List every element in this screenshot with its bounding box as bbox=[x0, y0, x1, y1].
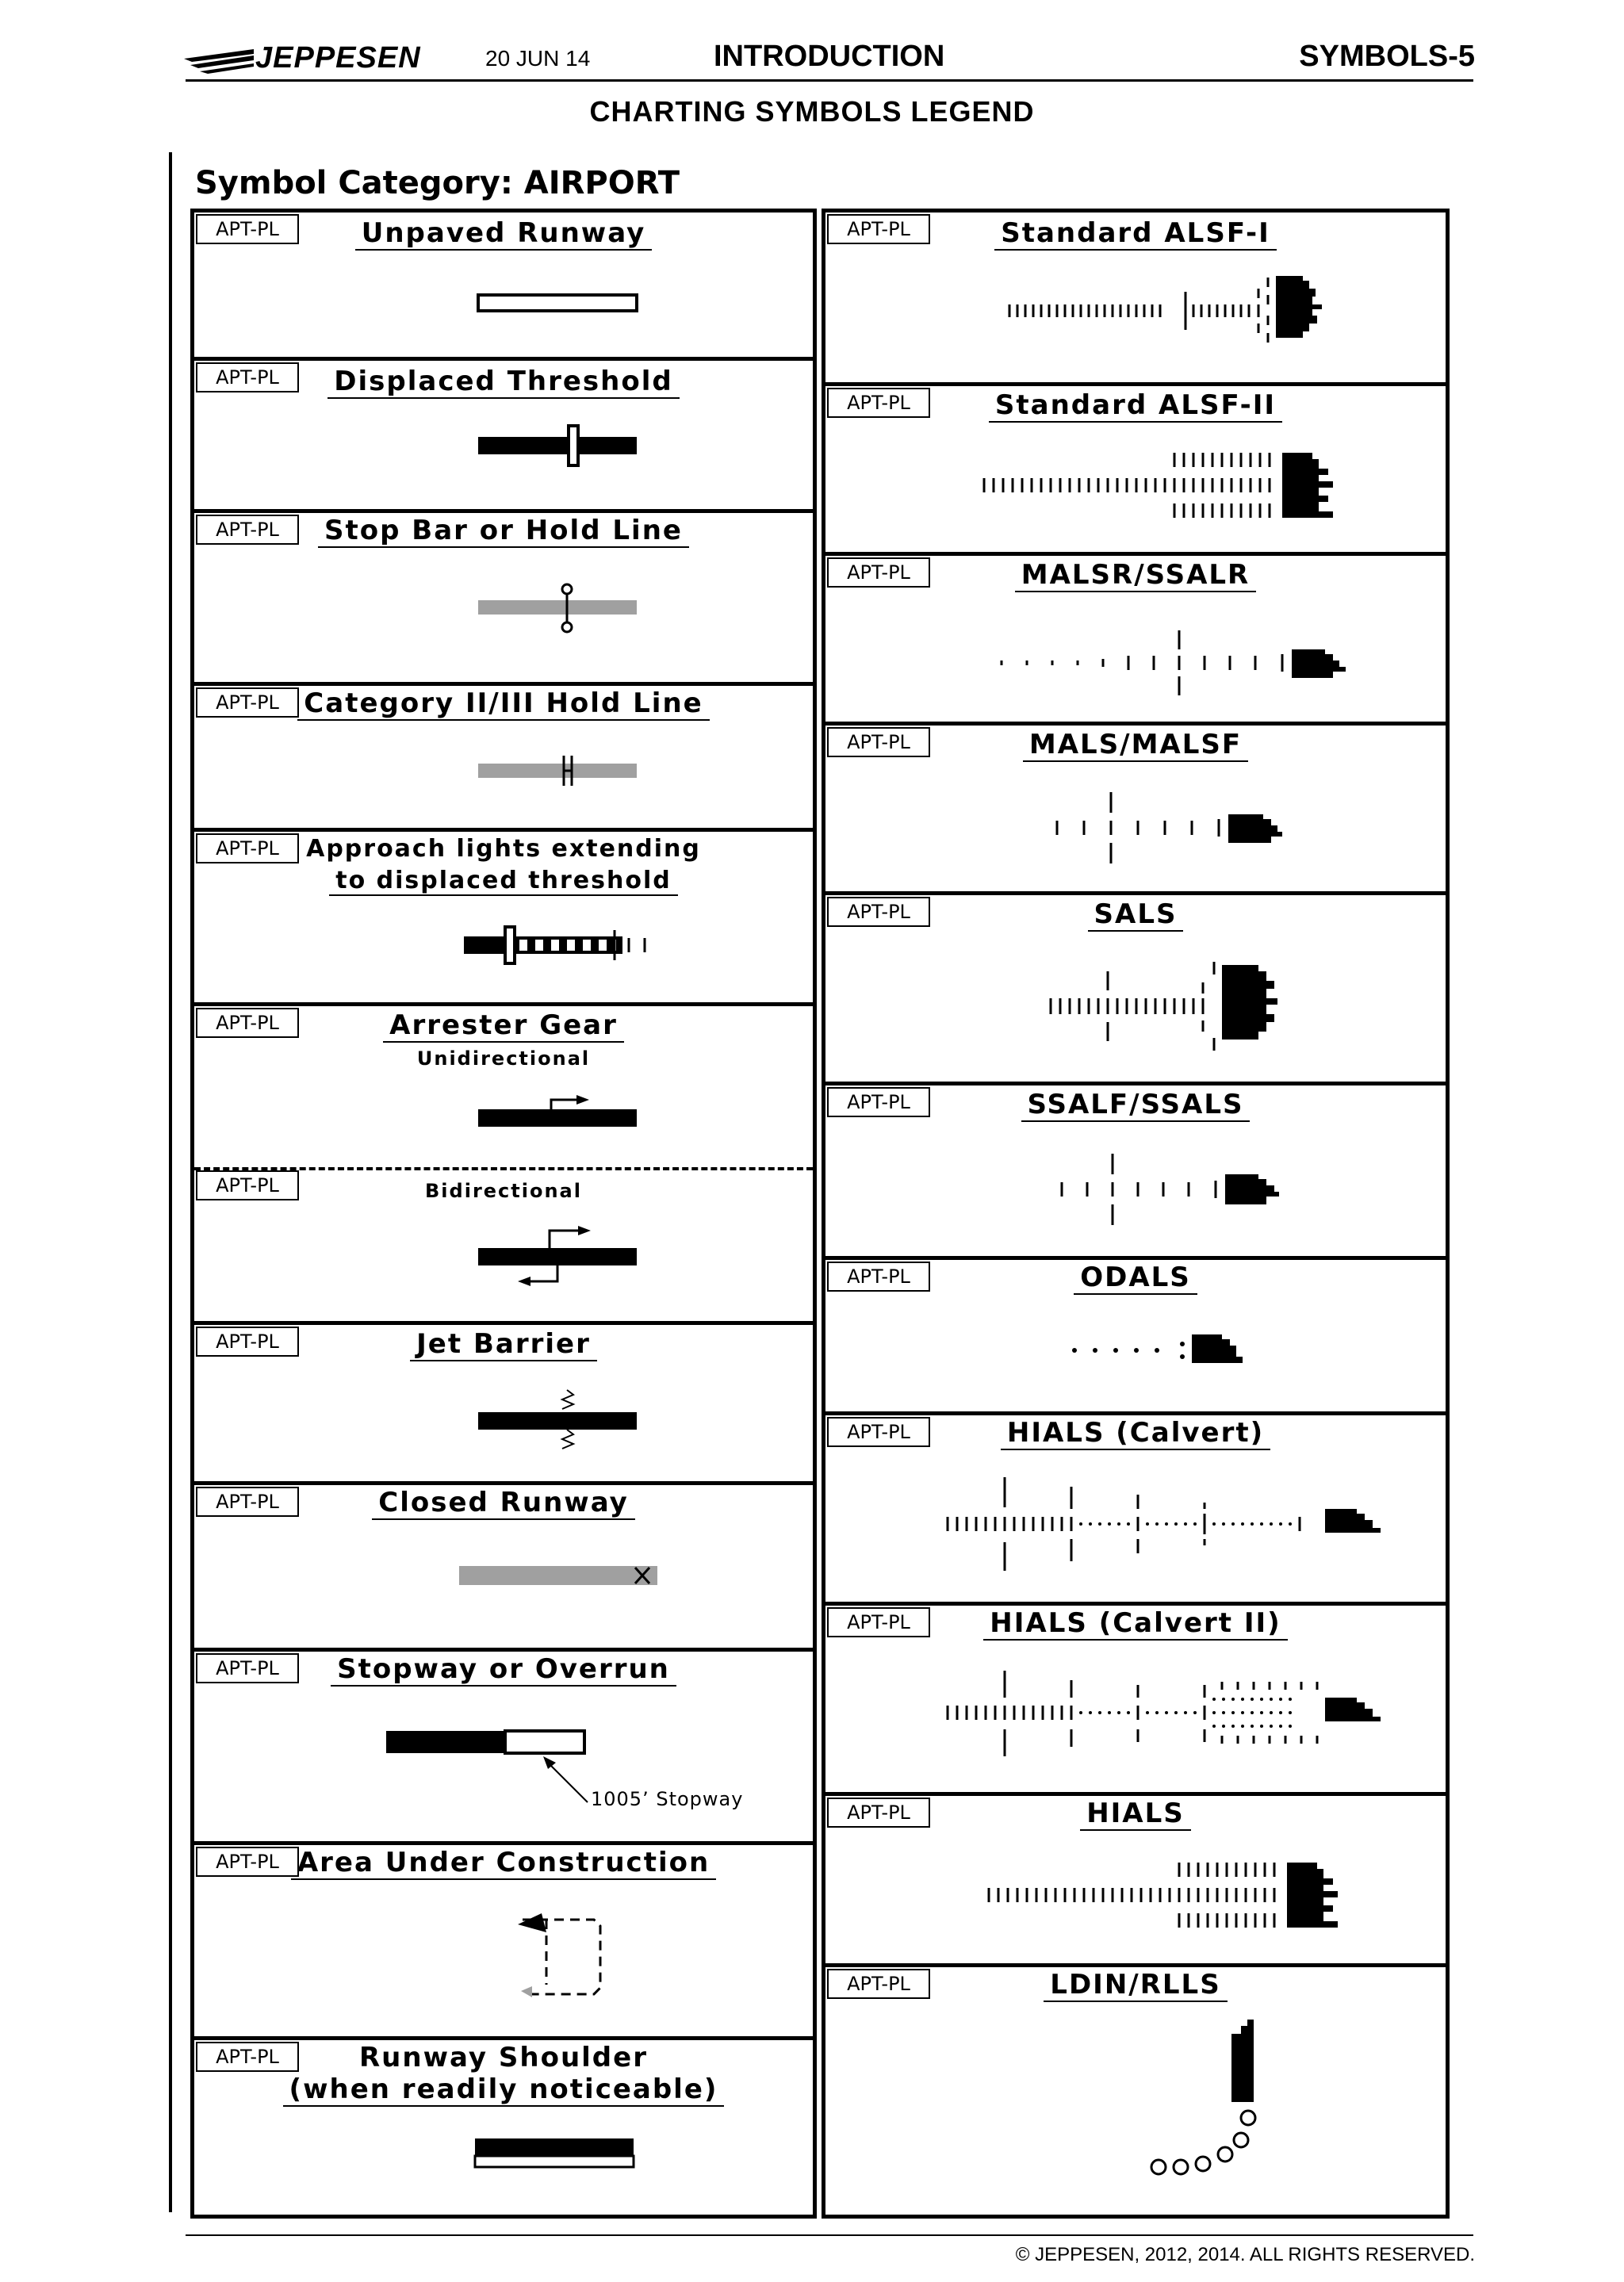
apt-pl-tag: APT-PL bbox=[827, 1969, 930, 1999]
apt-pl-tag: APT-PL bbox=[196, 833, 299, 863]
apt-pl-tag: APT-PL bbox=[827, 1607, 930, 1637]
legend-cell-arrester-gear-uni bbox=[194, 1002, 813, 1167]
alsf-ii-icon bbox=[825, 386, 1446, 556]
legend-title: CHARTING SYMBOLS LEGEND bbox=[589, 95, 1035, 128]
apt-pl-tag: APT-PL bbox=[196, 1170, 299, 1200]
runway-shoulder-icon bbox=[194, 2040, 813, 2219]
cell-subtitle: Bidirectional bbox=[425, 1180, 582, 1202]
cat-ii-iii-hold-line-icon bbox=[194, 686, 813, 832]
apt-pl-tag: APT-PL bbox=[196, 687, 299, 718]
apt-pl-tag: APT-PL bbox=[196, 362, 299, 392]
stopway-icon bbox=[194, 1652, 813, 1845]
legend-cell-ssalf-ssals bbox=[825, 1082, 1446, 1256]
cell-title: Area Under Construction bbox=[291, 1847, 716, 1880]
cell-title: Category II/III Hold Line bbox=[297, 687, 709, 721]
cell-title: Displaced Threshold bbox=[327, 366, 679, 399]
apt-pl-tag: APT-PL bbox=[196, 214, 299, 244]
legend-cell-unpaved-runway bbox=[194, 213, 813, 357]
legend-cell-odals bbox=[825, 1256, 1446, 1411]
apt-pl-tag: APT-PL bbox=[196, 515, 299, 545]
cell-title: Arrester Gear bbox=[383, 1009, 624, 1043]
cell-title: MALSR/SSALR bbox=[1015, 559, 1257, 592]
apt-pl-tag: APT-PL bbox=[196, 1487, 299, 1517]
cell-title: HIALS (Calvert) bbox=[1001, 1417, 1270, 1450]
cell-title: Runway Shoulder bbox=[359, 2042, 648, 2073]
approach-lights-displaced-icon bbox=[194, 832, 813, 1006]
cell-title: Standard ALSF-II bbox=[989, 389, 1282, 423]
legend-cell-displaced-threshold bbox=[194, 357, 813, 509]
apt-pl-tag: APT-PL bbox=[827, 388, 930, 418]
cell-title: Stop Bar or Hold Line bbox=[318, 515, 689, 548]
apt-pl-tag: APT-PL bbox=[827, 727, 930, 757]
header-date: 20 JUN 14 bbox=[485, 46, 591, 71]
hials-icon bbox=[825, 1796, 1446, 1967]
left-symbol-panel bbox=[190, 209, 817, 2219]
cell-title: MALS/MALSF bbox=[1023, 729, 1248, 762]
footer-rule bbox=[186, 2234, 1473, 2236]
hials-calvert-ii-icon bbox=[825, 1606, 1446, 1796]
apt-pl-tag: APT-PL bbox=[196, 1008, 299, 1038]
right-symbol-panel bbox=[822, 209, 1450, 2219]
apt-pl-tag: APT-PL bbox=[827, 557, 930, 588]
apt-pl-tag: APT-PL bbox=[196, 1847, 299, 1877]
stopway-annotation: 1005’ Stopway bbox=[591, 1788, 744, 1810]
cell-subtitle: Unidirectional bbox=[416, 1047, 591, 1070]
legend-cell-cat-ii-iii-hold-line bbox=[194, 682, 813, 828]
legend-cell-runway-shoulder bbox=[194, 2036, 813, 2215]
cell-title: HIALS (Calvert II) bbox=[983, 1607, 1287, 1641]
legend-cell-arrester-gear-bi bbox=[194, 1169, 813, 1321]
cell-title: HIALS bbox=[1080, 1798, 1191, 1831]
arrester-gear-unidirectional-icon bbox=[194, 1006, 813, 1171]
cell-title: ODALS bbox=[1074, 1262, 1197, 1295]
header-page-number: SYMBOLS-5 bbox=[1299, 40, 1475, 73]
ssalf-ssals-icon bbox=[825, 1085, 1446, 1260]
apt-pl-tag: APT-PL bbox=[196, 2042, 299, 2072]
header-section: INTRODUCTION bbox=[714, 40, 945, 73]
mals-malsf-icon bbox=[825, 726, 1446, 895]
apt-pl-tag: APT-PL bbox=[827, 214, 930, 244]
apt-pl-tag: APT-PL bbox=[827, 1262, 930, 1292]
cell-title: Unpaved Runway bbox=[355, 217, 653, 251]
displaced-threshold-icon bbox=[194, 361, 813, 513]
header-rule bbox=[186, 79, 1473, 82]
legend-cell-jet-barrier bbox=[194, 1321, 813, 1481]
cell-title: Standard ALSF-I bbox=[994, 217, 1277, 251]
cell-title-line2: (when readily noticeable) bbox=[283, 2073, 725, 2107]
hials-calvert-icon bbox=[825, 1415, 1446, 1606]
legend-cell-closed-runway bbox=[194, 1481, 813, 1648]
jeppesen-logo-icon bbox=[184, 44, 255, 76]
legend-cell-sals bbox=[825, 891, 1446, 1082]
side-change-bar bbox=[169, 152, 172, 2212]
legend-cell-hials bbox=[825, 1792, 1446, 1963]
cell-title-line2: to displaced threshold bbox=[329, 867, 677, 896]
ldin-rlls-icon bbox=[825, 1967, 1446, 2219]
legend-cell-hials-calvert-ii bbox=[825, 1602, 1446, 1792]
legend-cell-area-under-construction bbox=[194, 1841, 813, 2036]
apt-pl-tag: APT-PL bbox=[827, 1087, 930, 1117]
area-under-construction-icon bbox=[194, 1845, 813, 2040]
apt-pl-tag: APT-PL bbox=[196, 1653, 299, 1683]
cell-title: Stopway or Overrun bbox=[331, 1653, 676, 1687]
cell-title: LDIN/RLLS bbox=[1044, 1969, 1227, 2002]
cell-title: SALS bbox=[1088, 898, 1184, 932]
odals-icon bbox=[825, 1260, 1446, 1415]
apt-pl-tag: APT-PL bbox=[827, 1798, 930, 1828]
apt-pl-tag: APT-PL bbox=[827, 897, 930, 927]
legend-cell-mals-malsf bbox=[825, 722, 1446, 891]
malsr-ssalr-icon bbox=[825, 556, 1446, 726]
cell-title: SSALF/SSALS bbox=[1021, 1089, 1251, 1122]
legend-cell-ldin-rlls bbox=[825, 1963, 1446, 2215]
legend-cell-hials-calvert bbox=[825, 1411, 1446, 1602]
copyright-notice: © JEPPESEN, 2012, 2014. ALL RIGHTS RESERVED. bbox=[1015, 2244, 1475, 2265]
apt-pl-tag: APT-PL bbox=[196, 1327, 299, 1357]
cell-title: Approach lights extending bbox=[306, 835, 701, 863]
unpaved-runway-icon bbox=[194, 213, 813, 357]
cell-title: Closed Runway bbox=[372, 1487, 635, 1520]
legend-cell-approach-lights-displaced bbox=[194, 828, 813, 1002]
legend-cell-malsr-ssalr bbox=[825, 552, 1446, 722]
arrester-gear-bidirectional-icon bbox=[194, 1169, 813, 1321]
closed-runway-icon bbox=[194, 1485, 813, 1652]
stop-bar-icon bbox=[194, 513, 813, 686]
jet-barrier-icon bbox=[194, 1325, 813, 1485]
legend-cell-alsf-ii bbox=[825, 382, 1446, 552]
legend-cell-stop-bar bbox=[194, 509, 813, 682]
legend-cell-stopway bbox=[194, 1648, 813, 1841]
alsf-i-icon bbox=[825, 213, 1446, 382]
brand-name: JEPPESEN bbox=[255, 41, 421, 75]
sals-icon bbox=[825, 895, 1446, 1085]
cell-title: Jet Barrier bbox=[410, 1328, 597, 1361]
apt-pl-tag: APT-PL bbox=[827, 1417, 930, 1447]
symbol-category-heading: Symbol Category: AIRPORT bbox=[195, 165, 680, 201]
legend-cell-alsf-i bbox=[825, 213, 1446, 382]
